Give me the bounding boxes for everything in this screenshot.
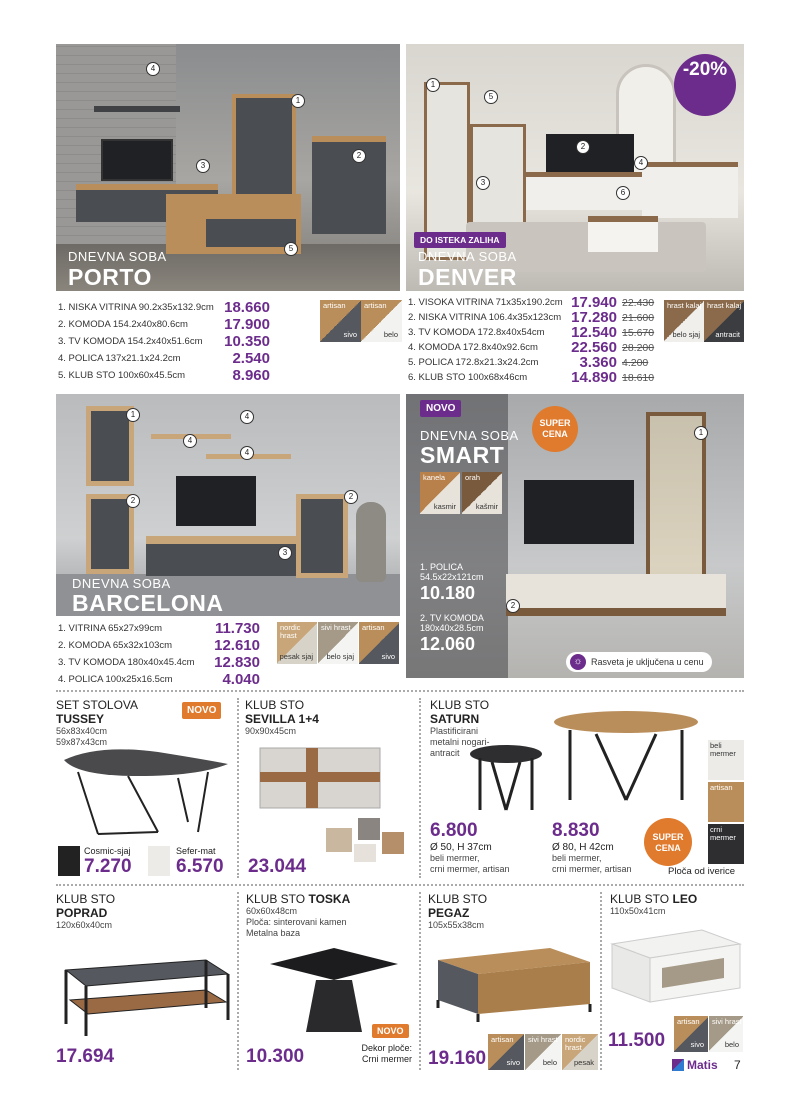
smart-title: SMART — [420, 442, 505, 468]
callout-6: 6 — [616, 186, 630, 200]
brand-logo: Matis — [672, 1058, 718, 1072]
sevilla-kicker: KLUB STO — [245, 698, 305, 712]
denver-title: DENVER — [418, 264, 517, 290]
callout-2: 2 — [576, 140, 590, 154]
porto-kicker: DNEVNA SOBA — [68, 249, 167, 264]
sevilla-block — [245, 698, 319, 737]
swatch-sefer — [148, 846, 170, 876]
color-swatch: nordic hrast pesak — [562, 1034, 598, 1070]
smart-item-2: 2. TV KOMODA 180x40x28.5cm 12.060 — [420, 613, 484, 654]
tussey-block — [56, 698, 138, 748]
leo-kicker: KLUB STO — [610, 892, 670, 906]
new-badge: NOVO — [420, 400, 461, 417]
light-note: ☼ Rasveta je uključena u cenu — [566, 652, 712, 672]
sevilla-name: SEVILLA 1+4 — [245, 712, 319, 726]
tussey-dims: 56x83x40cm — [56, 726, 108, 736]
saturn-colors-2: beli mermer, — [552, 853, 602, 863]
callout-5: 5 — [284, 242, 298, 256]
price-row: 1. VISOKA VITRINA 71x35x190.2cm 17.940 22.430 — [408, 294, 655, 311]
price-row: 4. KOMODA 172.8x40x92.6cm 22.560 28.200 — [408, 339, 655, 356]
price-row: 5. POLICA 172.8x21.3x24.2cm 3.360 4.200 — [408, 354, 649, 371]
tussey-illustration — [58, 742, 236, 842]
tussey-price-2: 6.570 — [176, 856, 224, 877]
color-swatch: sivi hrast belo sjaj — [318, 622, 358, 664]
porto-price-list — [58, 299, 270, 384]
sevilla-price: 23.044 — [248, 856, 307, 877]
callout-2: 2 — [506, 599, 520, 613]
toska-price: 10.300 — [246, 1046, 305, 1067]
color-swatch: kanela kasmir — [420, 472, 460, 514]
porto-photo — [56, 44, 400, 291]
price-row: 1. VITRINA 65x27x99cm 11.730 — [58, 620, 260, 637]
color-swatch: hrast kalaj antracit — [704, 300, 744, 342]
callout-5: 5 — [484, 90, 498, 104]
saturn-colors-1: beli mermer, — [430, 853, 480, 863]
callout-4: 4 — [240, 446, 254, 460]
leo-price: 11.500 — [608, 1030, 666, 1051]
tussey-price-1: 7.270 — [84, 856, 132, 877]
callout-4: 4 — [634, 156, 648, 170]
new-badge: NOVO — [372, 1024, 409, 1038]
barcelona-photo — [56, 394, 400, 616]
price-row: 4. POLICA 137x21.1x24.2cm 2.540 — [58, 350, 270, 367]
smart-photo — [406, 394, 744, 678]
saturn-illustration — [466, 710, 698, 822]
super-price-badge: SUPER CENA — [532, 406, 578, 452]
saturn-desc: Plastificirani — [430, 726, 479, 736]
pegaz-dims: 105x55x38cm — [428, 920, 485, 930]
color-swatch: sivi hrast belo — [709, 1016, 743, 1052]
callout-3: 3 — [278, 546, 292, 560]
callout-1: 1 — [694, 426, 708, 440]
stock-badge: DO ISTEKA ZALIHA — [414, 232, 506, 248]
tussey-kicker: SET STOLOVA — [56, 698, 139, 712]
denver-photo — [406, 44, 744, 291]
variant-label: Sefer-mat — [176, 846, 216, 856]
color-swatch: artisan sivo — [488, 1034, 524, 1070]
sevilla-dims: 90x90x45cm — [245, 726, 297, 736]
porto-title: PORTO — [68, 264, 152, 290]
color-swatch: artisan — [708, 782, 744, 822]
callout-4: 4 — [146, 62, 160, 76]
color-swatch: nordic hrast pesak sjaj — [277, 622, 317, 664]
price-row: 1. NISKA VITRINA 90.2x35x132.9cm 18.660 — [58, 299, 270, 316]
new-badge: NOVO — [182, 702, 221, 719]
price-row: 2. KOMODA 65x32x103cm 12.610 — [58, 637, 260, 654]
denver-kicker: DNEVNA SOBA — [418, 249, 517, 264]
super-price-badge: SUPER CENA — [644, 818, 692, 866]
toska-top-label: Dekor ploče: Crni mermer — [361, 1043, 412, 1064]
poprad-price: 17.694 — [56, 1046, 115, 1067]
poprad-kicker: KLUB STO — [56, 892, 116, 906]
saturn-colors-1: crni mermer, artisan — [430, 864, 510, 874]
callout-2: 2 — [352, 149, 366, 163]
price-row: 2. NISKA VITRINA 106.4x35x123cm 17.280 21.600 — [408, 309, 655, 326]
sevilla-illustration — [246, 736, 416, 864]
saturn-desc: antracit — [430, 748, 460, 758]
leo-illustration — [606, 922, 744, 1014]
saturn-colors-2: crni mermer, artisan — [552, 864, 632, 874]
price-row: 3. TV KOMODA 172.8x40x54cm 12.540 15.670 — [408, 324, 655, 341]
barcelona-kicker: DNEVNA SOBA — [72, 576, 171, 591]
color-swatch: artisan sivo — [674, 1016, 708, 1052]
color-swatch: crni mermer — [708, 824, 744, 864]
color-swatch: sivi hrast belo — [525, 1034, 561, 1070]
callout-2: 2 — [344, 490, 358, 504]
callout-1: 1 — [426, 78, 440, 92]
page-number: 7 — [734, 1058, 741, 1072]
smart-kicker: DNEVNA SOBA — [420, 428, 519, 443]
color-swatch: artisan belo — [361, 300, 402, 342]
toska-block — [246, 892, 350, 939]
discount-badge: -20% — [674, 54, 736, 116]
toska-desc: Metalna baza — [246, 928, 301, 938]
price-row: 6. KLUB STO 100x68x46cm 14.890 18.610 — [408, 369, 655, 386]
barcelona-price-list — [58, 620, 260, 688]
price-row: 5. KLUB STO 100x60x45.5cm 8.960 — [58, 367, 270, 384]
saturn-price-2: 8.830 — [552, 820, 600, 841]
saturn-dims-2: Ø 80, H 42cm — [552, 842, 614, 853]
color-swatch: hrast kalaj belo sjaj — [664, 300, 704, 342]
pegaz-price: 19.160 — [428, 1048, 487, 1069]
leo-dims: 110x50x41cm — [610, 906, 666, 916]
leo-block — [610, 892, 697, 917]
saturn-board-note: Ploča od iverice — [668, 866, 736, 877]
pegaz-name: PEGAZ — [428, 906, 470, 920]
variant-label: Cosmic-sjaj — [84, 846, 131, 856]
callout-3: 3 — [196, 159, 210, 173]
color-swatch: orah kašmir — [462, 472, 502, 514]
tussey-dims: 59x87x43cm — [56, 737, 108, 747]
pegaz-illustration — [430, 942, 598, 1026]
toska-dims: 60x60x48cm — [246, 906, 298, 916]
saturn-kicker: KLUB STO — [430, 698, 490, 712]
poprad-name: POPRAD — [56, 906, 108, 920]
leo-name: LEO — [672, 892, 698, 906]
callout-2: 2 — [126, 494, 140, 508]
callout-1: 1 — [126, 408, 140, 422]
poprad-block — [56, 892, 115, 931]
saturn-price-1: 6.800 — [430, 820, 478, 841]
price-row: 3. TV KOMODA 180x40x45.4cm 12.830 — [58, 654, 260, 671]
color-swatch: artisan sivo — [320, 300, 361, 342]
saturn-price-2-block — [552, 820, 632, 875]
color-swatch: beli mermer — [708, 740, 744, 780]
callout-4: 4 — [240, 410, 254, 424]
price-row: 3. TV KOMODA 154.2x40x51.6cm 10.350 — [58, 333, 270, 350]
saturn-price-1-block — [430, 820, 510, 875]
toska-name: TOSKA — [308, 892, 351, 906]
tussey-name: TUSSEY — [56, 712, 105, 726]
saturn-name: SATURN — [430, 712, 480, 726]
toska-desc: Ploča: sinterovani kamen — [246, 917, 347, 927]
poprad-dims: 120x60x40cm — [56, 920, 113, 930]
price-row: 2. KOMODA 154.2x40x80.6cm 17.900 — [58, 316, 270, 333]
swatch-cosmic — [58, 846, 80, 876]
pegaz-block — [428, 892, 487, 931]
matis-logo-icon — [672, 1059, 684, 1071]
smart-item-1: 1. POLICA 54.5x22x121cm 10.180 — [420, 562, 484, 603]
price-row: 4. POLICA 100x25x16.5cm 4.040 — [58, 671, 260, 688]
callout-3: 3 — [476, 176, 490, 190]
saturn-desc: metalni nogari- — [430, 737, 490, 747]
toska-kicker: KLUB STO — [246, 892, 306, 906]
lightbulb-icon: ☼ — [570, 654, 586, 670]
poprad-illustration — [56, 950, 234, 1040]
barcelona-title: BARCELONA — [72, 590, 224, 616]
color-swatch: artisan sivo — [359, 622, 399, 664]
callout-4: 4 — [183, 434, 197, 448]
saturn-dims-1: Ø 50, H 37cm — [430, 842, 492, 853]
callout-1: 1 — [291, 94, 305, 108]
pegaz-kicker: KLUB STO — [428, 892, 488, 906]
denver-price-list — [408, 295, 662, 385]
